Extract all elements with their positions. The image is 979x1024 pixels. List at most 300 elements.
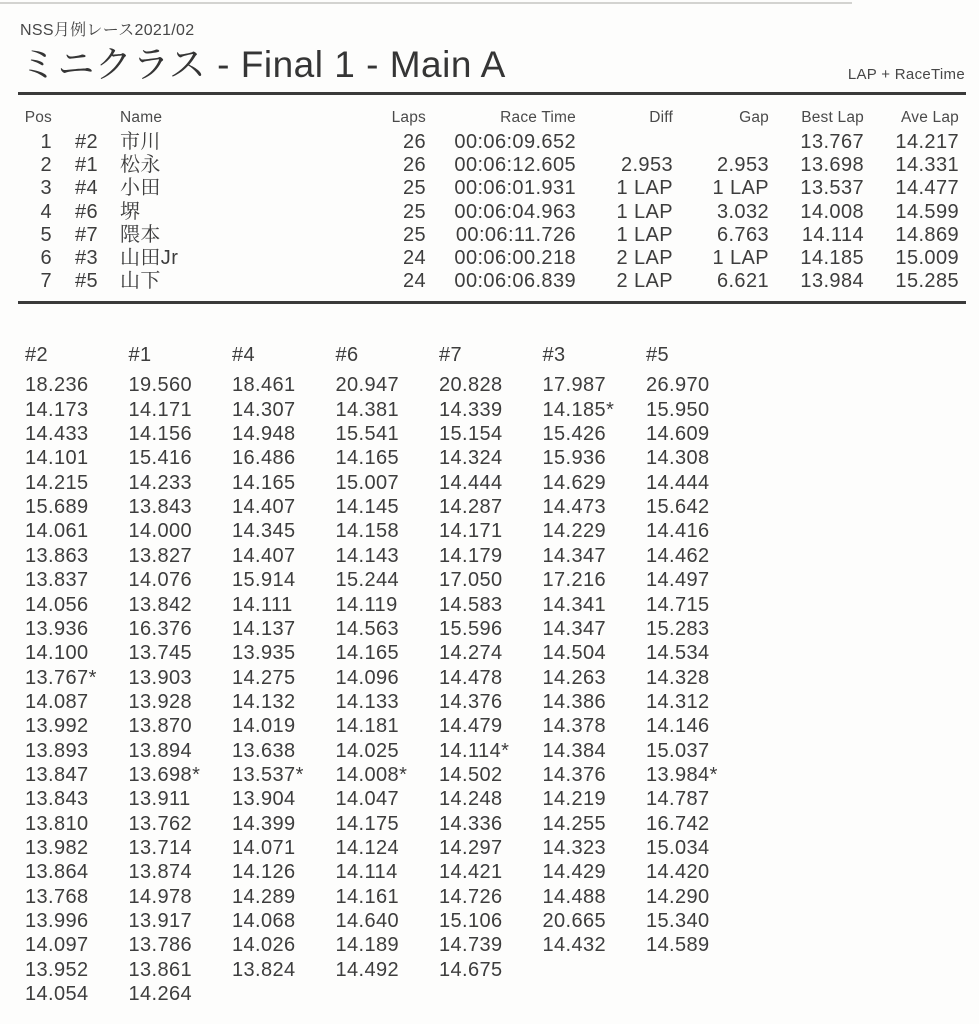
result-pos: 7: [40, 270, 52, 293]
results-header-row: [20, 109, 959, 127]
result-race-time: 00:06:12.605: [454, 154, 576, 177]
lap-row: [25, 373, 979, 397]
lap-time-cell: 14.263: [542, 666, 607, 689]
lap-time-cell: 14.165: [335, 447, 400, 470]
header-race-time: Race Time: [500, 109, 576, 126]
lap-time-cell: 13.864: [25, 861, 89, 884]
lap-time-cell: 14.473: [542, 496, 607, 519]
lap-time-cell: 20.947: [335, 374, 400, 397]
lap-time-cell: 15.596: [439, 617, 503, 640]
result-driver-name: 山下: [120, 270, 161, 293]
result-ave-lap: 14.477: [895, 177, 959, 200]
lap-time-cell: 14.061: [25, 520, 89, 543]
lap-time-cell: 14.462: [646, 544, 710, 567]
lap-time-cell: 14.378: [542, 715, 607, 738]
lap-row: [25, 763, 979, 787]
lap-time-cell: 14.787: [646, 788, 710, 811]
lap-time-cell: 14.287: [439, 496, 503, 519]
lap-time-cell: 13.638: [232, 739, 296, 762]
lap-time-cell: 15.037: [646, 739, 710, 762]
lap-row: [25, 714, 979, 738]
lap-time-cell: 15.283: [646, 617, 710, 640]
lap-time-cell: 14.345: [232, 520, 296, 543]
lap-time-cell: 14.420: [646, 861, 710, 884]
results-divider: [18, 301, 966, 304]
lap-time-cell: 17.987: [542, 374, 607, 397]
lap-time-cell: 14.978: [128, 885, 193, 908]
result-row: [20, 131, 959, 154]
lap-time-cell: 15.936: [542, 447, 607, 470]
lap-time-cell: 15.034: [646, 836, 710, 859]
lap-time-cell: 14.563: [335, 617, 400, 640]
lap-time-cell: 14.502: [439, 763, 503, 786]
lap-time-cell: 13.714: [128, 836, 193, 859]
lap-row: [25, 690, 979, 714]
lap-time-cell: 14.307: [232, 398, 296, 421]
lap-table-header-row: [25, 344, 979, 366]
lap-time-cell: 14.324: [439, 447, 503, 470]
lap-time-cell: 13.843: [25, 788, 89, 811]
lap-time-cell: 26.970: [646, 374, 710, 397]
lap-time-cell: 14.181: [335, 715, 400, 738]
lap-time-cell: 14.948: [232, 423, 296, 446]
lap-time-cell: 14.132: [232, 690, 296, 713]
result-driver-name: 市川: [120, 131, 161, 153]
lap-time-cell: 13.982: [25, 836, 89, 859]
lap-table-rows: [25, 373, 979, 1006]
lap-time-cell: 14.376: [542, 763, 607, 786]
lap-time-cell: 15.914: [232, 569, 296, 592]
result-car-number: #2: [75, 131, 99, 153]
lap-time-cell: 14.488: [542, 885, 607, 908]
lap-time-cell: 13.863: [25, 544, 89, 567]
lap-time-cell: 13.992: [25, 715, 89, 738]
result-pos: 3: [40, 177, 52, 200]
header-laps: Laps: [391, 109, 426, 126]
lap-time-cell: 17.050: [439, 569, 503, 592]
lap-time-cell: 15.426: [542, 423, 607, 446]
result-ave-lap: 14.217: [895, 131, 959, 153]
lap-time-cell: 13.928: [128, 690, 193, 713]
result-gap: 1 LAP: [712, 247, 769, 270]
lap-time-cell: 14.047: [335, 788, 400, 811]
lap-time-cell: 13.936: [25, 617, 89, 640]
lap-time-cell: 14.290: [646, 885, 710, 908]
lap-time-cell: 14.189: [335, 934, 400, 957]
lap-time-cell: 14.726: [439, 885, 503, 908]
lap-time-cell: 13.904: [232, 788, 296, 811]
result-diff: 1 LAP: [616, 223, 673, 246]
lap-time-cell: 14.739: [439, 934, 503, 957]
lap-time-cell: 14.347: [542, 617, 607, 640]
lap-time-cell: 14.076: [128, 569, 193, 592]
lap-time-cell: 20.828: [439, 374, 503, 397]
lap-time-cell: 14.407: [232, 496, 296, 519]
lap-time-cell: 13.874: [128, 861, 193, 884]
lap-time-cell: 14.384: [542, 739, 607, 762]
lap-time-cell: 14.185*: [542, 398, 615, 421]
result-car-number: #5: [75, 270, 99, 293]
lap-time-cell: [646, 958, 750, 982]
lap-time-cell: 14.583: [439, 593, 503, 616]
lap-time-cell: 13.762: [128, 812, 193, 835]
lap-times-table: [25, 344, 979, 1006]
lap-row: [25, 958, 979, 982]
lap-time-cell: 14.479: [439, 715, 503, 738]
results-rows: [20, 131, 959, 293]
lap-time-cell: [232, 982, 336, 1006]
lap-time-cell: 14.312: [646, 690, 710, 713]
result-row: [20, 270, 959, 293]
lap-row: [25, 739, 979, 763]
lap-time-cell: 15.950: [646, 398, 710, 421]
lap-time-cell: 14.087: [25, 690, 89, 713]
result-gap: 1 LAP: [712, 177, 769, 200]
result-car-number: #1: [75, 154, 99, 177]
header-diff: Diff: [649, 109, 673, 126]
result-gap: 2.953: [716, 154, 769, 177]
lap-time-cell: 14.386: [542, 690, 607, 713]
result-best-lap: 13.698: [800, 154, 864, 177]
lap-time-cell: 15.541: [335, 423, 400, 446]
lap-time-cell: 13.984*: [646, 763, 718, 786]
lap-row: [25, 422, 979, 446]
lap-time-cell: 14.026: [232, 934, 296, 957]
result-diff: 2 LAP: [616, 247, 673, 270]
result-driver-name: 松永: [120, 154, 161, 177]
result-diff: 1 LAP: [616, 200, 673, 223]
lap-time-cell: 14.328: [646, 666, 710, 689]
lap-time-cell: 13.861: [128, 958, 193, 981]
lap-time-cell: 17.216: [542, 569, 607, 592]
lap-time-cell: 14.114: [335, 861, 398, 884]
lap-time-cell: 13.837: [25, 569, 89, 592]
lap-time-cell: 14.219: [542, 788, 607, 811]
result-laps: 25: [402, 223, 426, 246]
result-race-time: 00:06:06.839: [454, 270, 576, 293]
lap-time-cell: 19.560: [128, 374, 193, 397]
lap-time-cell: 14.323: [542, 836, 607, 859]
result-race-time: 00:06:04.963: [454, 200, 576, 223]
lap-time-cell: 14.341: [542, 593, 607, 616]
lap-row: [25, 593, 979, 617]
lap-time-cell: 13.893: [25, 739, 89, 762]
lap-time-cell: 13.745: [128, 642, 193, 665]
lap-time-cell: 15.416: [128, 447, 193, 470]
lap-column-header: #1: [128, 344, 152, 367]
lap-time-cell: 14.629: [542, 471, 607, 494]
lap-time-cell: 14.433: [25, 423, 89, 446]
result-pos: 1: [40, 131, 52, 153]
lap-time-cell: 14.100: [25, 642, 89, 665]
lap-time-cell: 14.255: [542, 812, 607, 835]
result-pos: 6: [40, 247, 52, 270]
result-car-number: #4: [75, 177, 99, 200]
result-ave-lap: 15.009: [895, 247, 959, 270]
lap-time-cell: 14.124: [335, 836, 400, 859]
lap-time-cell: 18.236: [25, 374, 89, 397]
result-driver-name: 小田: [120, 177, 161, 200]
page-title: ミニクラス - Final 1 - Main A: [20, 44, 506, 85]
lap-time-cell: 14.297: [439, 836, 503, 859]
header-ave-lap: Ave Lap: [901, 109, 959, 126]
lap-time-cell: 14.675: [439, 958, 503, 981]
result-best-lap: 13.767: [800, 131, 864, 153]
lap-time-cell: 15.642: [646, 496, 710, 519]
lap-time-cell: 14.416: [646, 520, 710, 543]
lap-time-cell: 13.911: [128, 788, 191, 811]
lap-row: [25, 519, 979, 543]
result-diff: 2 LAP: [616, 270, 673, 293]
lap-row: [25, 885, 979, 909]
lap-time-cell: 14.229: [542, 520, 607, 543]
lap-column-header: #6: [335, 344, 359, 367]
lap-time-cell: 13.824: [232, 958, 296, 981]
result-driver-name: 隈本: [120, 223, 161, 246]
lap-time-cell: 14.171: [439, 520, 503, 543]
lap-time-cell: 14.589: [646, 934, 710, 957]
lap-time-cell: 14.071: [232, 836, 296, 859]
lap-time-cell: 13.917: [128, 909, 193, 932]
lap-time-cell: 13.843: [128, 496, 193, 519]
lap-time-cell: 14.019: [232, 715, 296, 738]
lap-time-cell: 14.137: [232, 617, 296, 640]
lap-time-cell: 14.179: [439, 544, 503, 567]
lap-time-cell: 14.175: [335, 812, 400, 835]
lap-time-cell: 13.996: [25, 909, 89, 932]
lap-time-cell: 13.698*: [128, 763, 201, 786]
result-car-number: #6: [75, 200, 99, 223]
lap-time-cell: [646, 982, 750, 1006]
lap-time-cell: 13.903: [128, 666, 193, 689]
lap-time-cell: 14.143: [335, 544, 400, 567]
result-car-number: #7: [75, 223, 99, 246]
lap-column-header: #4: [232, 344, 256, 367]
lap-time-cell: 14.444: [439, 471, 503, 494]
result-diff: 1 LAP: [616, 177, 673, 200]
lap-time-cell: 13.894: [128, 739, 193, 762]
lap-time-cell: 13.870: [128, 715, 193, 738]
lap-time-cell: 14.008*: [335, 763, 408, 786]
lap-row: [25, 836, 979, 860]
lap-time-cell: 15.154: [439, 423, 503, 446]
lap-time-cell: 14.000: [128, 520, 193, 543]
result-best-lap: 14.114: [801, 223, 864, 246]
header-best-lap: Best Lap: [801, 109, 864, 126]
result-pos: 5: [40, 223, 52, 246]
lap-row: [25, 666, 979, 690]
lap-row: [25, 471, 979, 495]
lap-time-cell: 14.715: [646, 593, 710, 616]
lap-time-cell: 14.165: [232, 471, 296, 494]
lap-time-cell: 14.215: [25, 471, 89, 494]
lap-time-cell: [336, 982, 440, 1006]
lap-time-cell: 14.056: [25, 593, 89, 616]
lap-time-cell: 15.340: [646, 909, 710, 932]
result-laps: 24: [402, 270, 426, 293]
lap-row: [25, 909, 979, 933]
lap-time-cell: 14.478: [439, 666, 503, 689]
lap-time-cell: 14.248: [439, 788, 503, 811]
result-car-number: #3: [75, 247, 99, 270]
scoring-mode-label: LAP + RaceTime: [847, 66, 965, 83]
header-name: Name: [120, 109, 163, 126]
lap-time-cell: 14.145: [335, 496, 400, 519]
lap-time-cell: 14.399: [232, 812, 296, 835]
lap-time-cell: [543, 982, 647, 1006]
lap-row: [25, 544, 979, 568]
result-race-time: 00:06:11.726: [455, 223, 576, 246]
lap-time-cell: 16.376: [128, 617, 193, 640]
lap-time-cell: 15.244: [335, 569, 400, 592]
result-diff: 2.953: [620, 154, 673, 177]
lap-time-cell: 14.114*: [439, 739, 510, 762]
result-row: [20, 201, 959, 224]
lap-row: [25, 495, 979, 519]
lap-row: [25, 568, 979, 592]
lap-time-cell: 14.146: [646, 715, 710, 738]
lap-time-cell: 14.025: [335, 739, 400, 762]
title-row: [20, 44, 965, 86]
event-title: NSS月例レース2021/02: [20, 22, 195, 39]
lap-column-header: #7: [439, 344, 463, 367]
lap-time-cell: 14.432: [542, 934, 607, 957]
lap-row: [25, 933, 979, 957]
header-pos: Pos: [24, 109, 52, 126]
result-pos: 4: [40, 200, 52, 223]
lap-time-cell: 14.336: [439, 812, 503, 835]
lap-time-cell: 14.233: [128, 471, 193, 494]
lap-time-cell: 13.767*: [25, 666, 97, 689]
result-row: [20, 177, 959, 200]
header-gap: Gap: [739, 109, 769, 126]
lap-time-cell: [543, 958, 647, 982]
result-laps: 25: [402, 177, 426, 200]
lap-time-cell: 14.096: [335, 666, 400, 689]
result-ave-lap: 14.599: [895, 200, 959, 223]
result-best-lap: 13.984: [800, 270, 864, 293]
lap-time-cell: 14.068: [232, 909, 296, 932]
lap-row: [25, 787, 979, 811]
result-race-time: 00:06:00.218: [454, 247, 576, 270]
lap-time-cell: 13.952: [25, 958, 89, 981]
result-driver-name: 山田Jr: [120, 247, 179, 270]
lap-time-cell: 14.126: [232, 861, 296, 884]
lap-time-cell: 14.640: [335, 909, 400, 932]
result-laps: 24: [402, 247, 426, 270]
result-laps: 26: [402, 131, 426, 153]
header-divider: [18, 92, 966, 95]
lap-time-cell: 14.264: [128, 983, 193, 1006]
lap-time-cell: 14.347: [542, 544, 607, 567]
lap-time-cell: 14.275: [232, 666, 296, 689]
lap-time-cell: 16.742: [646, 812, 710, 835]
lap-time-cell: 14.156: [128, 423, 193, 446]
result-ave-lap: 14.331: [895, 154, 959, 177]
lap-time-cell: 13.786: [128, 934, 193, 957]
result-laps: 26: [402, 154, 426, 177]
lap-time-cell: 20.665: [542, 909, 607, 932]
lap-row: [25, 982, 979, 1006]
result-ave-lap: 15.285: [895, 270, 959, 293]
lap-time-cell: 14.165: [335, 642, 400, 665]
lap-time-cell: 14.429: [542, 861, 607, 884]
result-gap: 6.763: [716, 223, 769, 246]
result-best-lap: 14.185: [800, 247, 864, 270]
lap-time-cell: 15.106: [439, 909, 503, 932]
result-row: [20, 247, 959, 270]
lap-row: [25, 860, 979, 884]
result-pos: 2: [40, 154, 52, 177]
lap-time-cell: 14.133: [335, 690, 400, 713]
result-driver-name: 堺: [120, 200, 141, 223]
result-best-lap: 14.008: [800, 200, 864, 223]
lap-time-cell: 14.534: [646, 642, 710, 665]
lap-time-cell: 14.119: [335, 593, 398, 616]
lap-row: [25, 812, 979, 836]
lap-time-cell: 14.492: [335, 958, 400, 981]
result-race-time: 00:06:09.652: [454, 131, 576, 153]
results-table: [20, 109, 959, 293]
lap-column-header: #5: [646, 344, 670, 367]
lap-time-cell: 15.007: [335, 471, 400, 494]
lap-time-cell: 14.381: [335, 398, 400, 421]
lap-row: [25, 446, 979, 470]
lap-time-cell: 13.935: [232, 642, 296, 665]
lap-time-cell: 14.497: [646, 569, 710, 592]
result-best-lap: 13.537: [800, 177, 864, 200]
result-row: [20, 154, 959, 177]
lap-time-cell: 14.308: [646, 447, 710, 470]
lap-time-cell: 14.444: [646, 471, 710, 494]
lap-time-cell: 13.768: [25, 885, 89, 908]
result-gap: 6.621: [716, 270, 769, 293]
result-laps: 25: [402, 200, 426, 223]
result-race-time: 00:06:01.931: [454, 177, 576, 200]
lap-time-cell: 14.289: [232, 885, 296, 908]
lap-time-cell: 13.842: [128, 593, 193, 616]
lap-column-header: #2: [25, 344, 49, 367]
lap-time-cell: 14.504: [542, 642, 607, 665]
lap-time-cell: 14.054: [25, 983, 89, 1006]
result-row: [20, 224, 959, 247]
lap-time-cell: 14.274: [439, 642, 503, 665]
lap-time-cell: 13.827: [128, 544, 193, 567]
lap-time-cell: 13.810: [25, 812, 89, 835]
lap-time-cell: 14.158: [335, 520, 400, 543]
result-gap: 3.032: [716, 200, 769, 223]
lap-time-cell: 14.171: [128, 398, 193, 421]
lap-row: [25, 398, 979, 422]
scan-artifact-line: [0, 2, 852, 4]
lap-time-cell: 14.173: [25, 398, 89, 421]
lap-time-cell: 14.376: [439, 690, 503, 713]
lap-row: [25, 617, 979, 641]
lap-time-cell: 14.339: [439, 398, 503, 421]
lap-column-header: #3: [542, 344, 566, 367]
lap-time-cell: 14.609: [646, 423, 710, 446]
lap-time-cell: 13.847: [25, 763, 89, 786]
lap-time-cell: 15.689: [25, 496, 89, 519]
lap-time-cell: 14.161: [335, 885, 400, 908]
lap-time-cell: 14.097: [25, 934, 89, 957]
lap-time-cell: 14.421: [439, 861, 503, 884]
lap-time-cell: [439, 982, 543, 1006]
lap-row: [25, 641, 979, 665]
lap-time-cell: 16.486: [232, 447, 296, 470]
result-ave-lap: 14.869: [895, 223, 959, 246]
lap-time-cell: 14.407: [232, 544, 296, 567]
